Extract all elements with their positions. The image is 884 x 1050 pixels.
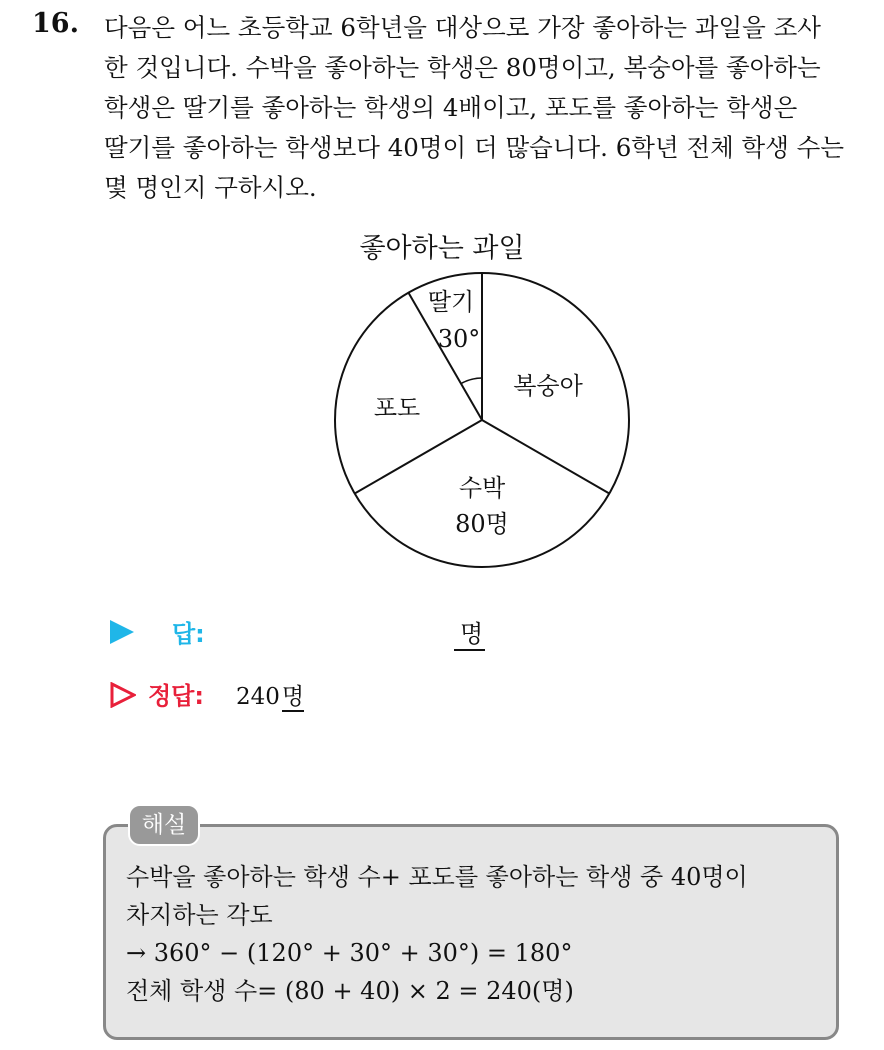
- chart-title: 좋아하는 과일: [359, 233, 525, 264]
- correct-answer-label: 정답:: [148, 682, 204, 710]
- question-line: 딸기를 좋아하는 학생보다 40명이 더 많습니다. 6학년 전체 학생 수는: [104, 133, 844, 162]
- answer-input[interactable]: [454, 614, 485, 651]
- explanation-line: 전체 학생 수= (80 + 40) × 2 = 240(명): [126, 977, 574, 1005]
- question-line: 몇 명인지 구하시오.: [104, 173, 317, 202]
- slice-label-peach: 복숭아: [513, 372, 583, 400]
- correct-answer-unit: 명: [281, 684, 305, 710]
- explanation-text: [126, 858, 826, 1010]
- outline-triangle-icon: [110, 682, 136, 708]
- answer-label: 답:: [172, 620, 205, 648]
- question-line: 한 것입니다. 수박을 좋아하는 학생은 80명이고, 복숭아를 좋아하는: [104, 53, 821, 82]
- explanation-tag: 해설: [128, 804, 200, 846]
- slice-angle-strawberry: 30°: [437, 325, 481, 353]
- answer-unit: 명: [460, 620, 484, 648]
- slice-label-grape: 포도: [373, 394, 421, 422]
- slice-label-watermelon: 수박: [458, 474, 506, 502]
- question-number: 16.: [32, 8, 79, 39]
- answer-row: [110, 612, 530, 652]
- question-line: 다음은 어느 초등학교 6학년을 대상으로 가장 좋아하는 과일을 조사: [104, 13, 821, 42]
- explanation-line: 수박을 좋아하는 학생 수+ 포도를 좋아하는 학생 중 40명이: [126, 863, 748, 891]
- explanation-line: → 360° − (120° + 30° + 30°) = 180°: [126, 939, 573, 967]
- correct-answer-row: [110, 674, 510, 714]
- pie-chart: [320, 270, 644, 570]
- question-line: 학생은 딸기를 좋아하는 학생의 4배이고, 포도를 좋아하는 학생은: [104, 93, 798, 122]
- question-text: [104, 8, 860, 208]
- correct-answer-number: 240: [236, 684, 280, 710]
- explanation-line: 차지하는 각도: [126, 901, 273, 929]
- slice-label-strawberry: 딸기: [427, 288, 475, 316]
- slice-value-watermelon: 80명: [455, 510, 509, 538]
- correct-answer-value: [236, 678, 304, 711]
- play-triangle-icon: [110, 620, 134, 644]
